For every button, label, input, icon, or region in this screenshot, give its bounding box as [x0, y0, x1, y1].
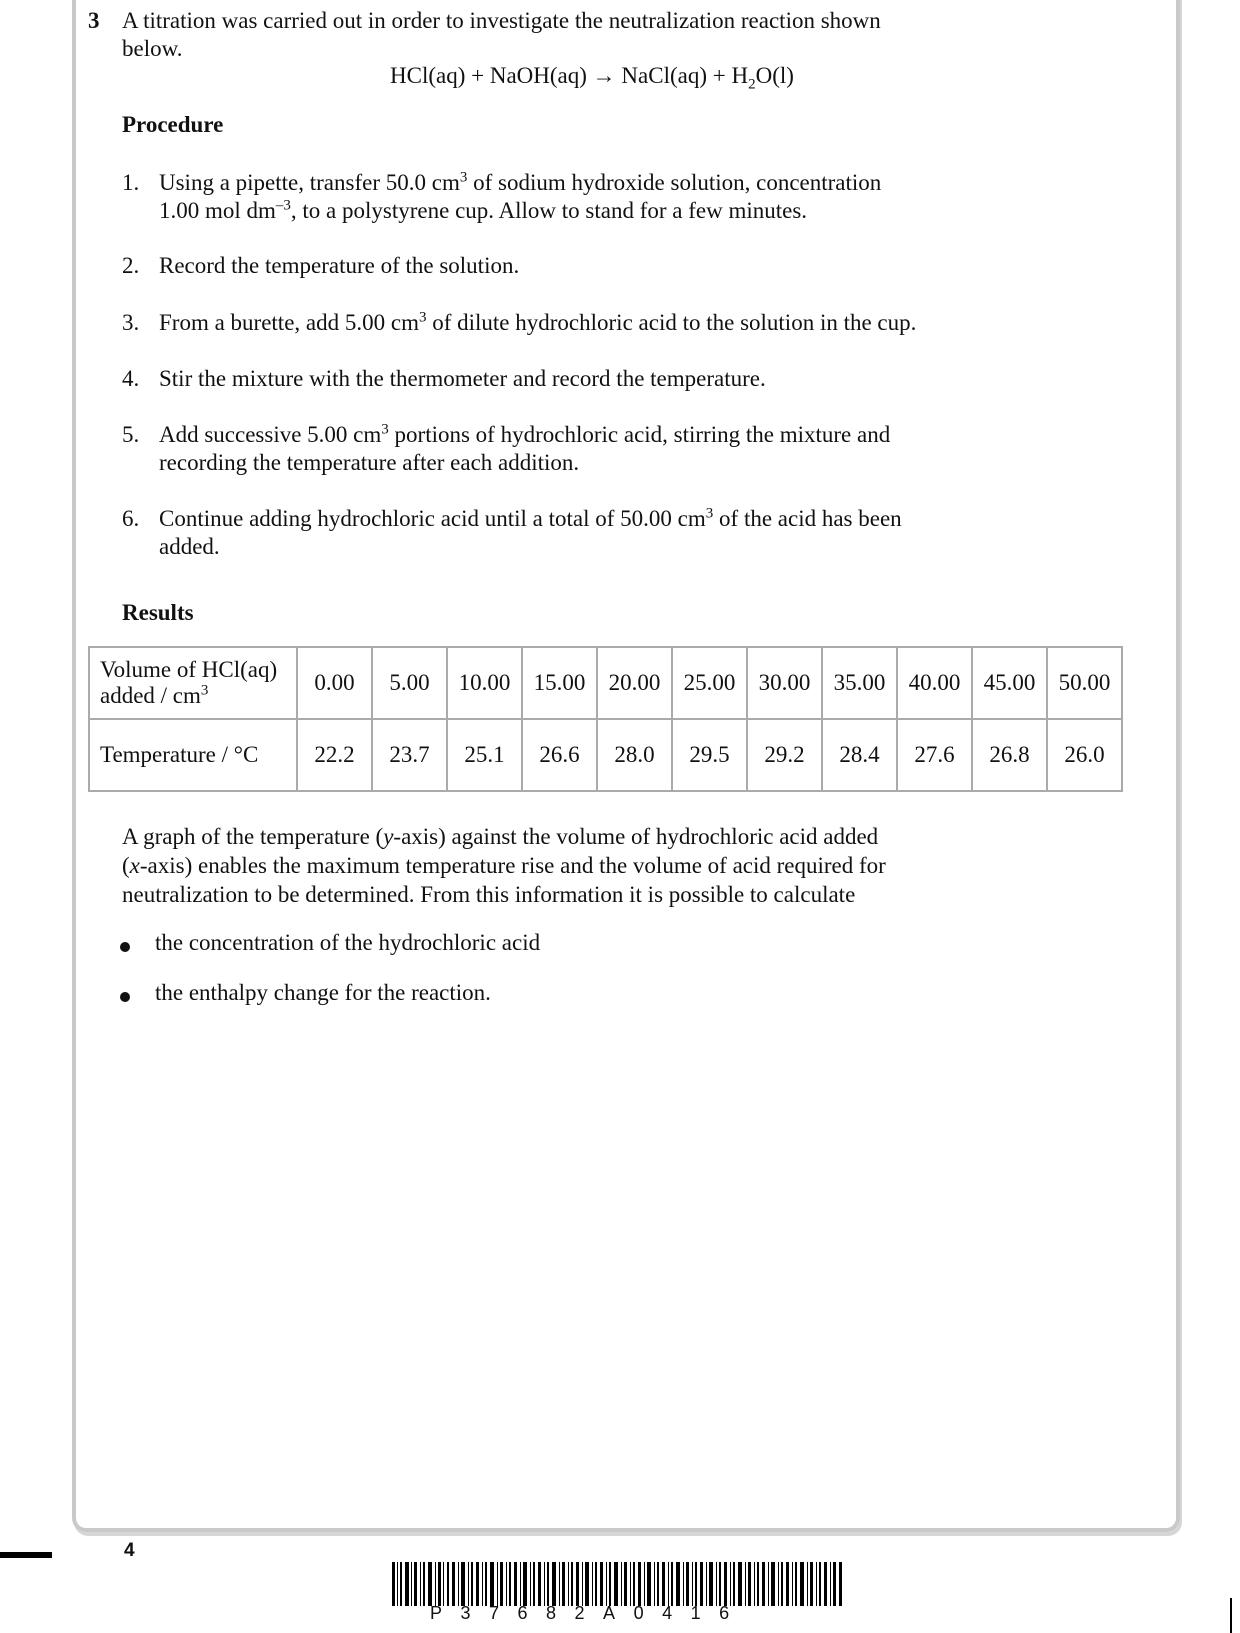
equation-products: NaCl(aq) + H: [621, 63, 749, 88]
bullet-item-1: [118, 930, 818, 960]
table-cell: 20.00: [597, 647, 672, 719]
intro-line-1: A titration was carried out in order to investigate the neutralization reaction shown: [122, 8, 881, 33]
table-cell: 26.0: [1047, 719, 1122, 791]
table-cell: 50.00: [1047, 647, 1122, 719]
reaction-arrow: →: [592, 63, 616, 88]
table-cell: 28.0: [597, 719, 672, 791]
table-cell: 25.1: [447, 719, 522, 791]
question-number: 3: [88, 8, 100, 33]
table-cell: 23.7: [372, 719, 447, 791]
intro-line-2: below.: [122, 36, 183, 61]
bullet-item-2: [118, 980, 818, 1010]
step-text: Record the temperature of the solution.: [159, 253, 520, 278]
procedure-step-3: [122, 308, 1022, 338]
barcode-text: P37682A0416: [430, 1603, 748, 1623]
bullet-text: the enthalpy change for the reaction.: [155, 980, 491, 1005]
procedure-step-5: [122, 420, 1022, 480]
bullet-text: the concentration of the hydrochloric acid: [155, 930, 541, 955]
page-number: 4: [124, 1540, 135, 1561]
table-cell: 25.00: [672, 647, 747, 719]
table-cell: 45.00: [972, 647, 1047, 719]
barcode-icon: [392, 1562, 842, 1606]
step-text: Continue adding hydrochloric acid until a total of 50.00 $cm^3$ of the acid has been: [159, 505, 902, 531]
table-cell: 29.5: [672, 719, 747, 791]
step-number: 2.: [122, 253, 140, 278]
table-cell: 27.6: [897, 719, 972, 791]
table-cell: 35.00: [822, 647, 897, 719]
procedure-heading: Procedure: [122, 112, 224, 137]
step-number: 6.: [122, 506, 140, 531]
table-row-volume: [89, 647, 1122, 719]
table-cell: 30.00: [747, 647, 822, 719]
step-text-line-2: added.: [159, 534, 220, 559]
step-number: 1.: [122, 170, 140, 195]
procedure-step-2: [122, 251, 1022, 281]
bullet-icon: [120, 992, 130, 1002]
step-text: From a burette, add 5.00 $cm^3$ of dilute hydrochloric acid to the solution in the cup.: [159, 309, 917, 335]
equation-reactants: HCl(aq) + NaOH(aq): [390, 63, 587, 88]
table-cell: 10.00: [447, 647, 522, 719]
table-cell: 29.2: [747, 719, 822, 791]
step-text: Add successive 5.00 $cm^3$ portions of hydrochloric acid, stirring the mixture and: [159, 421, 891, 447]
step-number: 4.: [122, 366, 140, 391]
table-cell: 15.00: [522, 647, 597, 719]
table-cell: 5.00: [372, 647, 447, 719]
margin-mark: [0, 1552, 52, 1558]
step-number: 3.: [122, 310, 140, 335]
graph-paragraph-line-1: A graph of the temperature (y-axis) against the volume of hydrochloric acid added: [122, 824, 879, 849]
results-heading: Results: [122, 600, 194, 625]
table-cell: 28.4: [822, 719, 897, 791]
subscript: 2: [748, 76, 756, 93]
step-text: Stir the mixture with the thermometer and record the temperature.: [159, 366, 766, 391]
table-row-temperature: [89, 719, 1122, 791]
graph-paragraph-line-3: neutralization to be determined. From this information it is possible to calculate: [122, 882, 856, 907]
step-text-line-2: recording the temperature after each addition.: [159, 450, 580, 475]
procedure-step-1: [122, 168, 1022, 228]
table-cell: 22.2: [297, 719, 372, 791]
reaction-equation: [390, 63, 794, 93]
bullet-icon: [120, 942, 130, 952]
procedure-step-6: [122, 504, 1022, 564]
row-header-volume: Volume of HCl(aq) added / $cm^3$: [89, 647, 297, 719]
step-number: 5.: [122, 422, 140, 447]
table-cell: 0.00: [297, 647, 372, 719]
graph-paragraph-line-2: (x-axis) enables the maximum temperature rise and the volume of acid required for: [122, 853, 886, 878]
step-text-line-2: 1.00 mol $dm^{-3}$, to a polystyrene cup. Allow to stand for a few minutes.: [159, 197, 808, 223]
step-text: Using a pipette, transfer 50.0 $cm^3$ of sodium hydroxide solution, concentration: [159, 169, 882, 195]
table-cell: 26.8: [972, 719, 1047, 791]
margin-line: [1230, 1598, 1232, 1633]
table-cell: 26.6: [522, 719, 597, 791]
equation-products-end: O(l): [755, 63, 794, 88]
procedure-step-4: [122, 364, 1022, 394]
table-cell: 40.00: [897, 647, 972, 719]
row-header-temperature: Temperature / °C: [89, 719, 297, 791]
results-table: [88, 646, 1123, 792]
